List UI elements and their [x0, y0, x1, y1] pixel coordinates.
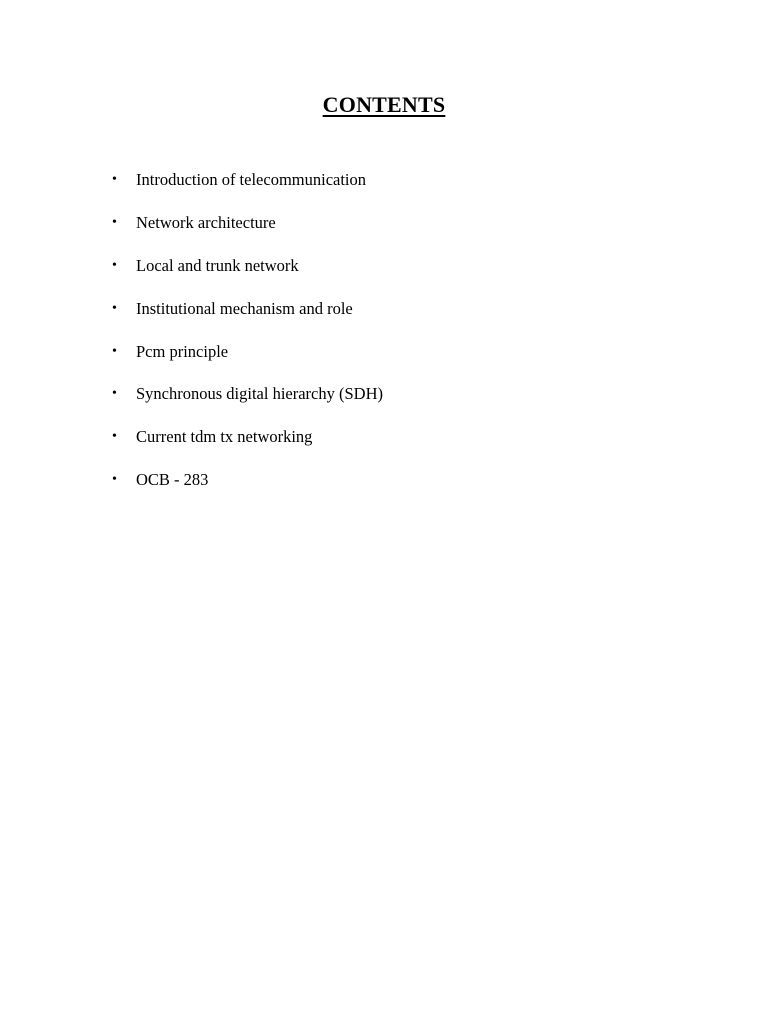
list-item-text: Network architecture	[136, 212, 276, 232]
list-item-text: Local and trunk network	[136, 255, 299, 275]
list-item	[112, 299, 383, 342]
list-item-text: OCB - 283	[136, 470, 209, 490]
contents-list	[112, 170, 383, 513]
list-item	[112, 470, 383, 513]
list-item	[112, 170, 383, 213]
bullet-icon: •	[112, 429, 117, 445]
list-item	[112, 256, 383, 299]
list-item	[112, 342, 383, 385]
bullet-icon: •	[112, 300, 117, 316]
bullet-icon: •	[112, 386, 117, 402]
list-item-text: Synchronous digital hierarchy (SDH)	[136, 384, 383, 404]
list-item	[112, 384, 383, 427]
list-item-text: Introduction of telecommunication	[136, 170, 367, 189]
list-item	[112, 213, 383, 256]
list-item-text: Institutional mechanism and role	[136, 298, 353, 318]
list-item	[112, 427, 383, 470]
list-item-text: Current tdm tx networking	[136, 427, 313, 447]
page-title: CONTENTS	[322, 92, 446, 117]
bullet-icon: •	[112, 172, 117, 187]
bullet-icon: •	[112, 214, 117, 230]
list-item-text: Pcm principle	[136, 341, 229, 361]
bullet-icon: •	[112, 343, 117, 359]
bullet-icon: •	[112, 257, 117, 273]
bullet-icon: •	[112, 472, 117, 488]
